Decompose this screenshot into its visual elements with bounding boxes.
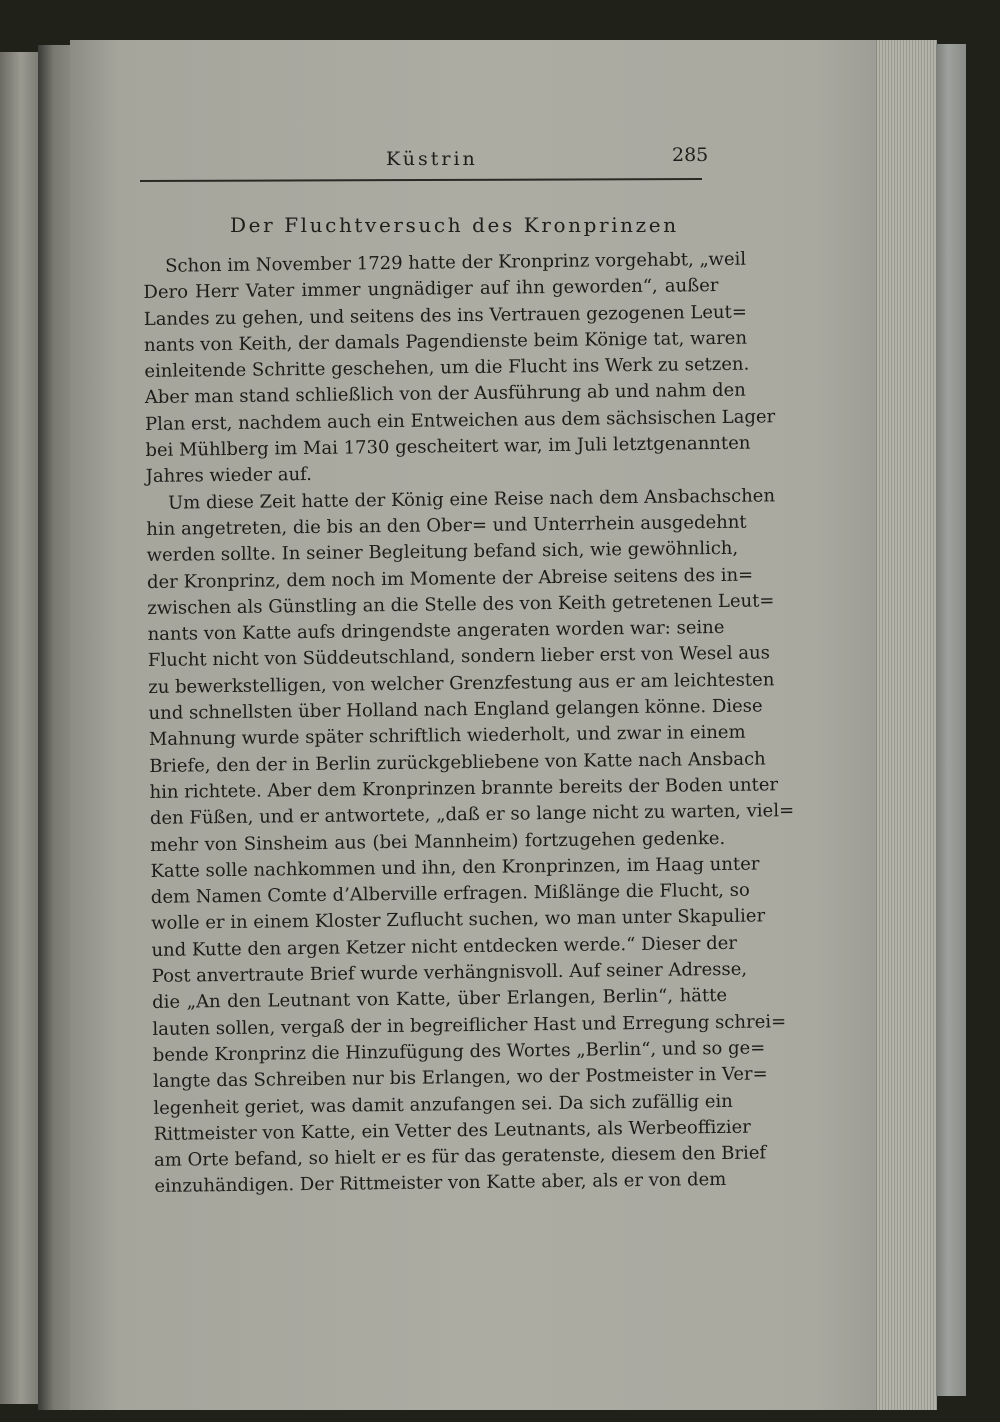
text-line: am Orte befand, so hielt er es für das geratenste, diesem den Brief xyxy=(153,1142,767,1172)
body-text xyxy=(143,247,795,1201)
text-line: nants von Keith, der damals Pagendienste beim Könige tat, waren xyxy=(143,327,748,356)
text-line: den Füßen, und er antwortete, „daß er so lange nicht zu warten, viel= xyxy=(149,800,795,830)
text-line: lauten sollen, vergaß der in begreiflicher Hast und Erregung schrei= xyxy=(152,1010,787,1040)
text-line: nants von Katte aufs dringendste angeraten worden war: seine xyxy=(147,617,725,646)
text-line: und schnellsten über Holland nach England gelangen könne. Diese xyxy=(148,695,763,725)
text-line: Dero Herr Vater immer ungnädiger auf ihn geworden“, außer xyxy=(143,275,719,304)
text-line: zu bewerkstelligen, von welcher Grenzfestung aus er am leichtesten xyxy=(148,669,775,698)
page-edges xyxy=(876,40,937,1410)
text-line: Flucht nicht von Süddeutschland, sondern lieber erst von Wesel aus xyxy=(147,642,771,672)
text-line: hin richtete. Aber dem Kronprinzen brannte bereits der Boden unter xyxy=(149,774,779,803)
text-line: wolle er in einem Kloster Zuflucht suchen, wo man unter Skapulier xyxy=(151,905,766,935)
left-page-edge xyxy=(0,52,40,1404)
text-line: Plan erst, nachdem auch ein Entweichen aus dem sächsischen Lager xyxy=(144,406,776,435)
text-line: zwischen als Günstling an die Stelle des von Keith getretenen Leut= xyxy=(147,590,775,619)
text-line: Katte solle nachkommen und ihn, den Kronprinzen, im Haag unter xyxy=(150,853,760,882)
text-line: langte das Schreiben nur bis Erlangen, wo der Postmeister in Ver= xyxy=(152,1063,768,1093)
book-binding xyxy=(936,44,966,1396)
text-line: Landes zu gehen, und seitens des ins Vertrauen gezogenen Leut= xyxy=(143,301,747,330)
text-line: einleitende Schritte geschehen, um die Flucht ins Werk zu setzen. xyxy=(144,353,750,383)
text-line: werden sollte. In seiner Begleitung befand sich, wie gewöhnlich, xyxy=(146,538,739,567)
text-line: Rittmeister von Katte, ein Vetter des Leutnants, als Werbeoffizier xyxy=(153,1116,751,1145)
section-heading: Der Fluchtversuch des Kronprinzen xyxy=(230,213,679,237)
text-line: mehr von Sinsheim aus (bei Mannheim) fortzugehen gedenke. xyxy=(150,827,726,856)
text-line: Schon im November 1729 hatte der Kronprinz vorgehabt, „weil xyxy=(165,248,747,277)
text-line: Jahres wieder auf. xyxy=(145,464,312,488)
text-line: bende Kronprinz die Hinzufügung des Wortes „Berlin“, und so ge= xyxy=(152,1037,766,1066)
text-line: Post anvertraute Brief wurde verhängnisvoll. Auf seiner Adresse, xyxy=(151,958,748,987)
text-line: der Kronprinz, dem noch im Momente der Abreise seitens des in= xyxy=(146,564,754,593)
text-line: Briefe, den der in Berlin zurückgebliebene von Katte nach Ansbach xyxy=(149,748,766,777)
running-head: Küstrin xyxy=(386,148,478,170)
text-line: die „An den Leutnant von Katte, über Erlangen, Berlin“, hätte xyxy=(152,985,728,1014)
page-number: 285 xyxy=(672,144,709,166)
text-line: legenheit geriet, was damit anzufangen sei. Da sich zufällig ein xyxy=(153,1090,733,1119)
text-line: Aber man stand schließlich von der Ausführung ab und nahm den xyxy=(144,380,746,409)
text-line: einzuhändigen. Der Rittmeister von Katte aber, als er von dem xyxy=(154,1169,727,1198)
text-line: Mahnung wurde später schriftlich wiederholt, und zwar in einem xyxy=(148,722,746,751)
text-line: dem Namen Comte d’Alberville erfragen. Mißlänge die Flucht, so xyxy=(150,879,750,909)
text-line: und Kutte den argen Ketzer nicht entdecken werde.“ Dieser der xyxy=(151,932,738,961)
text-line: hin angetreten, die bis an den Ober= und Unterrhein ausgedehnt xyxy=(146,511,747,540)
text-line: Um diese Zeit hatte der König eine Reise nach dem Ansbachschen xyxy=(167,484,776,514)
text-line: bei Mühlberg im Mai 1730 gescheitert war, im Juli letztgenannten xyxy=(145,432,751,462)
